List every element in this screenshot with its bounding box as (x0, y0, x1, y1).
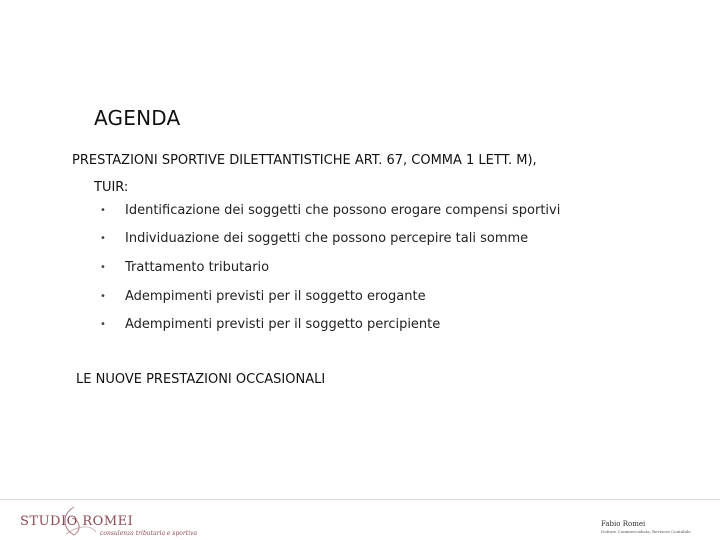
bullet-icon: • (100, 204, 106, 216)
author-signature (601, 520, 711, 538)
section-heading-line-1: PRESTAZIONI SPORTIVE DILETTANTISTICHE ART. 67, COMMA 1 LETT. M), (72, 153, 537, 168)
list-item (100, 196, 560, 225)
bullet-icon: • (100, 319, 106, 331)
section-heading (72, 147, 537, 201)
list-item-text: Individuazione dei soggetti che possono percepire tali somme (125, 231, 529, 247)
list-item (100, 253, 560, 282)
section-heading-line-2: TUIR: (94, 180, 129, 195)
bullet-icon: • (100, 261, 106, 273)
signature-role: Dottore Commercialista, Revisore Contabile (601, 529, 691, 534)
list-item (100, 282, 560, 311)
bullet-icon: • (100, 233, 106, 245)
agenda-list (100, 196, 560, 339)
list-item-text: Adempimenti previsti per il soggetto percipiente (125, 317, 441, 333)
logo-name: STUDIO ROMEI (20, 514, 134, 529)
list-item (100, 310, 560, 339)
signature-name: Fabio Romei (601, 520, 646, 528)
list-item (100, 225, 560, 254)
slide-title: AGENDA (94, 106, 181, 130)
list-item-text: Adempimenti previsti per il soggetto erogante (125, 288, 426, 304)
bullet-icon: • (100, 290, 106, 302)
studio-logo (18, 504, 218, 538)
list-item-text: Trattamento tributario (125, 259, 270, 275)
footer-divider (0, 499, 720, 500)
second-section-heading: LE NUOVE PRESTAZIONI OCCASIONALI (76, 372, 326, 387)
logo-tagline: consulenza tributaria e sportiva (100, 530, 198, 537)
list-item-text: Identificazione dei soggetti che possono erogare compensi sportivi (125, 202, 561, 218)
